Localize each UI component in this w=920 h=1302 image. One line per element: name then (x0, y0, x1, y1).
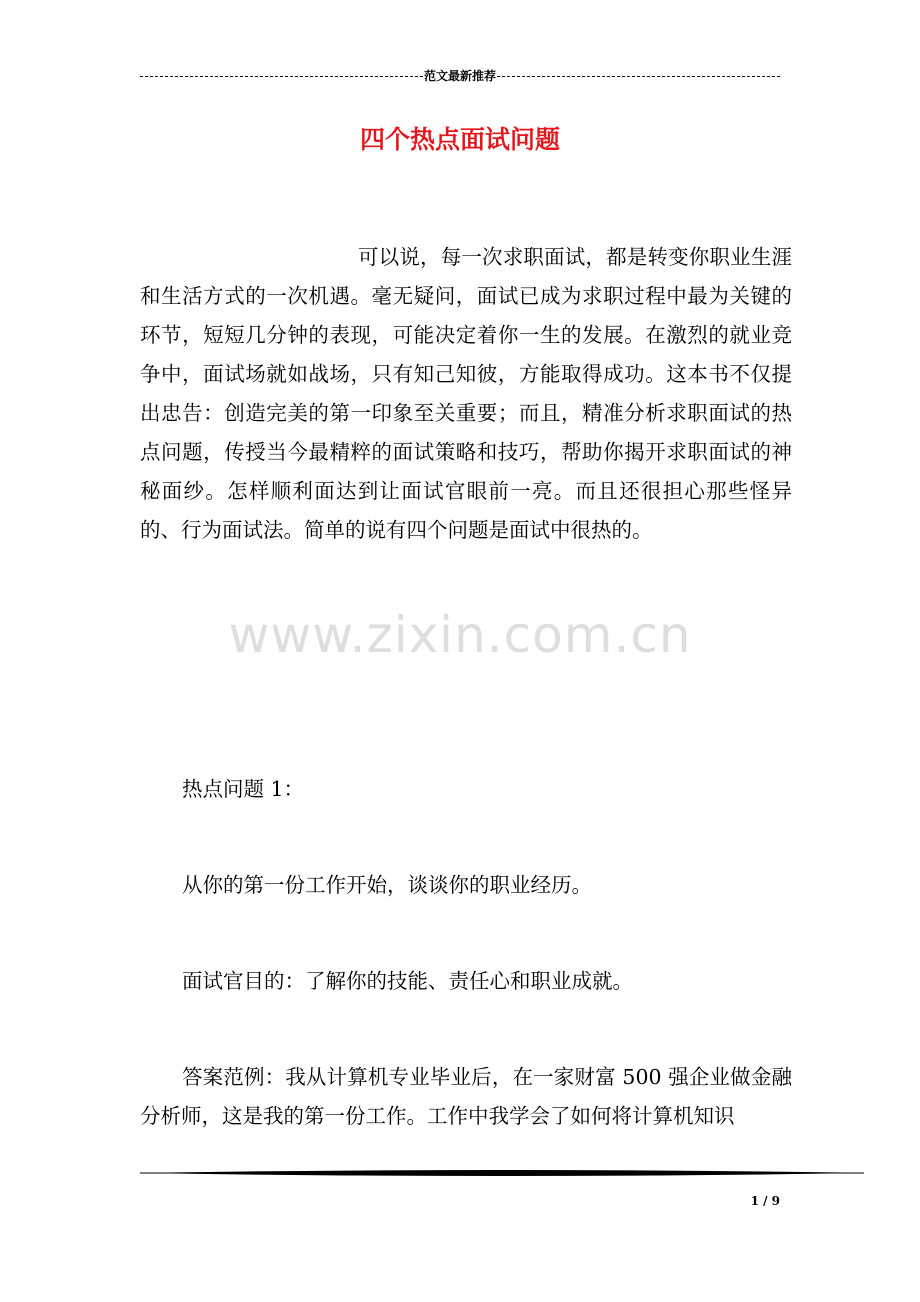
header-dash-left (140, 76, 423, 77)
hot-question-heading: 热点问题 1： (182, 777, 305, 801)
interviewer-purpose: 面试官目的：了解你的技能、责任心和职业成就。 (182, 969, 633, 993)
intro-paragraph: 可以说，每一次求职面试，都是转变你职业生涯和生活方式的一次机遇。毫无疑问，面试已成为求职过程中最为关键的环节，短短几分钟的表现，可能决定着你一生的发展。在激烈的就业竞争中，面试场就如战场，只有知己知彼，方能取得成功。这本书不仅提出忠告：创造完美的第一印象至关重要；而且，精准分析求职面试的热点问题，传授当今最精粹的面试策略和技巧，帮助你揭开求职面试的神秘面纱。怎样顺利面达到让面试官眼前一亮。而且还很担心那些怪异的、行为面试法。简单的说有四个问题是面试中很热的。 (140, 245, 792, 542)
header-label: 范文最新推荐 (424, 69, 497, 83)
page-header (140, 66, 780, 86)
header-dash-right (497, 76, 780, 77)
question-text: 从你的第一份工作开始，谈谈你的职业经历。 (182, 873, 592, 897)
answer-example: 答案范例：我从计算机专业毕业后，在一家财富 500 强企业做金融分析师，这是我的第一份工作。工作中我学会了如何将计算机知识 (140, 1065, 792, 1128)
page-number: 1 / 9 (750, 1194, 780, 1208)
document-title: 四个热点面试问题 (359, 125, 560, 154)
footer-rule (140, 1168, 864, 1178)
watermark: www.zixin.com.cn (228, 606, 692, 664)
